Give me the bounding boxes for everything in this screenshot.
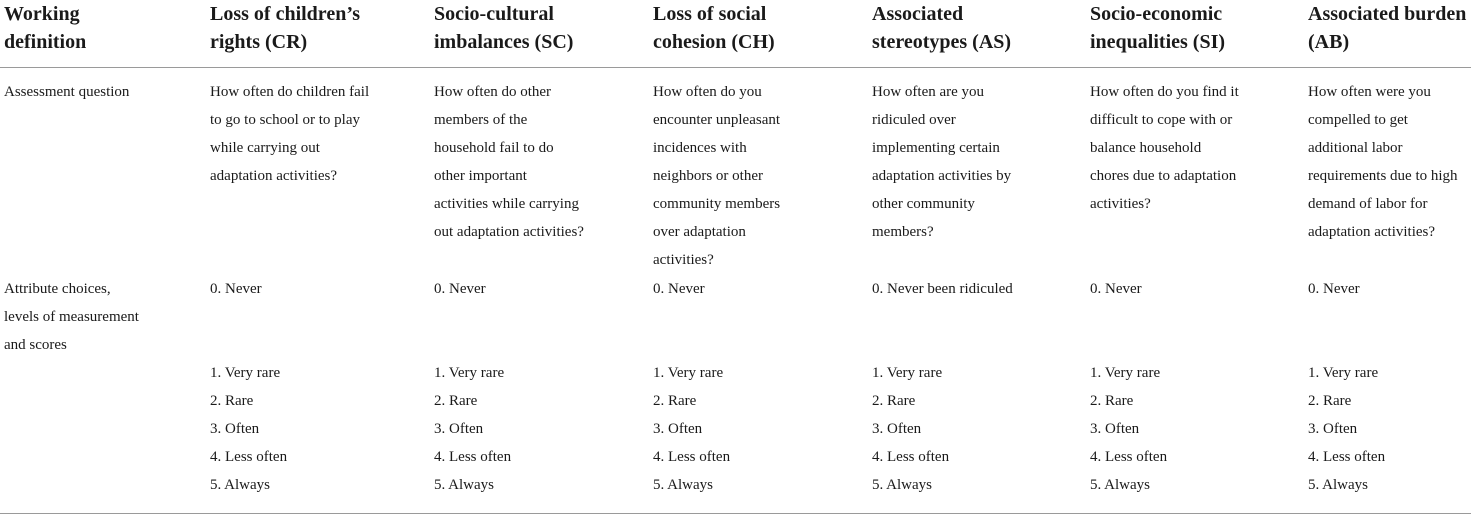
- header-socio-cultural: Socio-cultural imbalances (SC): [434, 3, 574, 53]
- attribute-zero-as: 0. Never been ridiculed: [872, 281, 1013, 297]
- header-socio-economic: Socio-economic inequalities (SI): [1090, 3, 1226, 53]
- attribute-zero-cr: 0. Never: [210, 281, 262, 297]
- attribute-zero-ch: 0. Never: [653, 281, 705, 297]
- table-bottom-rule: [0, 513, 1471, 514]
- row-label-assessment: Assessment question: [4, 84, 130, 100]
- assessment-cell-ch: How often do you encounter unpleasant incidences with neighbors or other community members over adaptation activities?: [653, 84, 781, 268]
- assessment-cell-ab: How often were you compelled to get additional labor requirements due to high demand of labor for adaptation activities?: [1308, 84, 1458, 240]
- attribute-levels-sc: 1. Very rare 2. Rare 3. Often 4. Less often 5. Always: [434, 365, 512, 493]
- assessment-cell-sc: How often do other members of the household fail to do other important activities while carrying out adaptation activities?: [434, 84, 584, 240]
- attribute-zero-ab: 0. Never: [1308, 281, 1360, 297]
- assessment-cell-as: How often are you ridiculed over implementing certain adaptation activities by other community members?: [872, 84, 1012, 240]
- assessment-cell-si: How often do you find it difficult to cope with or balance household chores due to adaptation activities?: [1090, 84, 1239, 212]
- header-children-rights: Loss of children’s rights (CR): [210, 3, 361, 53]
- attribute-levels-as: 1. Very rare 2. Rare 3. Often 4. Less often 5. Always: [872, 365, 950, 493]
- assessment-cell-cr: How often do children fail to go to school or to play while carrying out adaptation activities?: [210, 84, 370, 184]
- attribute-levels-ch: 1. Very rare 2. Rare 3. Often 4. Less often 5. Always: [653, 365, 731, 493]
- header-working-definition: Working definition: [4, 3, 87, 53]
- attribute-levels-cr: 1. Very rare 2. Rare 3. Often 4. Less often 5. Always: [210, 365, 288, 493]
- row-label-attributes: Attribute choices, levels of measurement and scores: [4, 281, 139, 353]
- attribute-zero-sc: 0. Never: [434, 281, 486, 297]
- attribute-levels-si: 1. Very rare 2. Rare 3. Often 4. Less often 5. Always: [1090, 365, 1168, 493]
- header-associated-burden: Associated burden (AB): [1308, 3, 1467, 53]
- attribute-levels-ab: 1. Very rare 2. Rare 3. Often 4. Less often 5. Always: [1308, 365, 1386, 493]
- header-social-cohesion: Loss of social cohesion (CH): [653, 3, 775, 53]
- header-divider: [0, 67, 1471, 68]
- header-stereotypes: Associated stereotypes (AS): [872, 3, 1012, 53]
- attribute-zero-si: 0. Never: [1090, 281, 1142, 297]
